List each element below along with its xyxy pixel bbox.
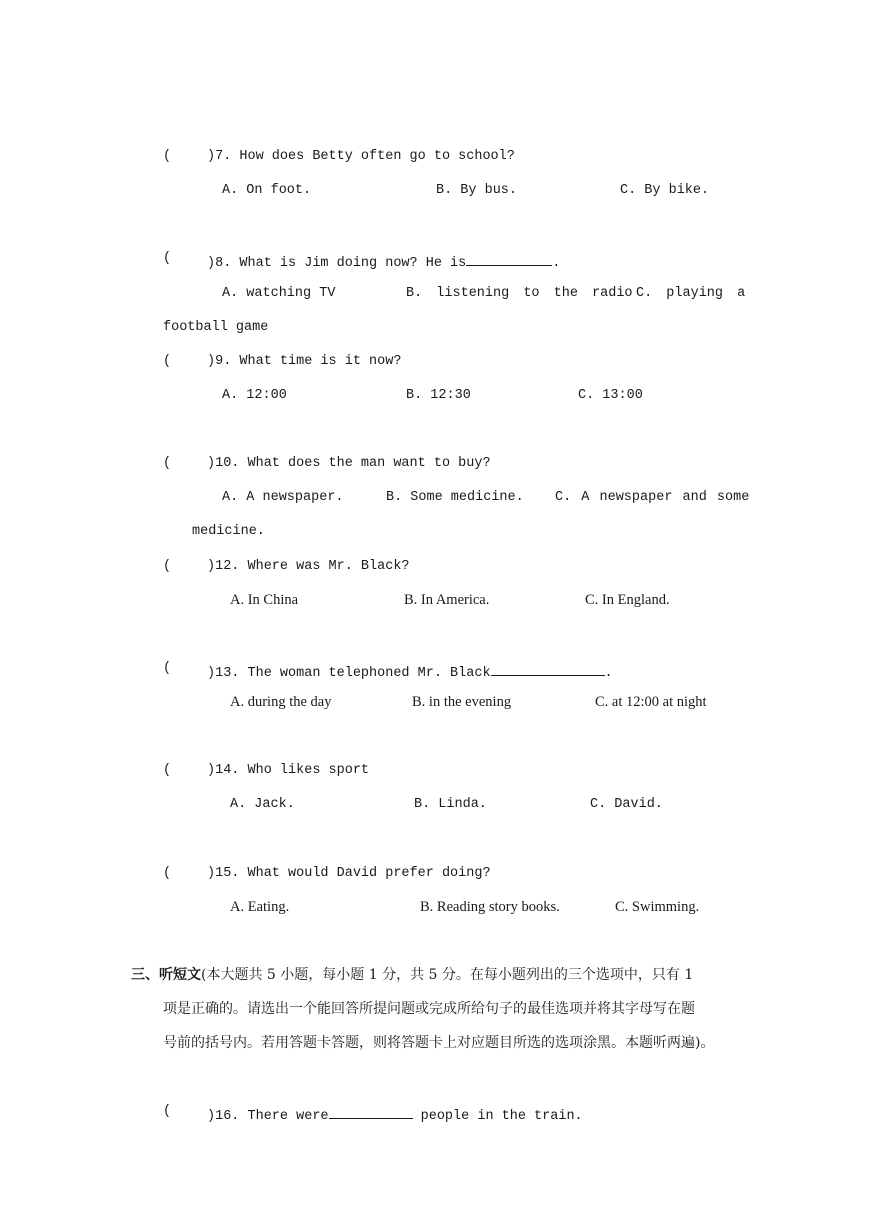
section-instructions: (本大题共 5 小题，每小题 1 分，共 5 分。在每小题列出的三个选项中，只有 1 [201, 967, 694, 983]
option-c-continued: medicine. [192, 524, 265, 539]
section-instructions-line: 号前的括号内。若用答题卡答题，则将答题卡上对应题目所选的选项涂黑。本题听两遍)。 [163, 1035, 715, 1051]
option-a: A. Eating. [230, 899, 290, 915]
answer-bracket: ( [163, 149, 172, 164]
question-stem: )13. The woman telephoned Mr. Black . [207, 662, 613, 681]
option-c: C. Swimming. [615, 899, 700, 915]
option-c: C. playing a [636, 286, 746, 301]
section-title: 三、听短文 [131, 967, 201, 983]
question-stem: )10. What does the man want to buy? [207, 456, 491, 471]
option-b: B. Reading story books. [420, 899, 560, 915]
option-b: B. Some medicine. [386, 490, 524, 505]
question-stem: )15. What would David prefer doing? [207, 866, 491, 881]
question-stem: )14. Who likes sport [207, 763, 370, 778]
answer-blank [491, 662, 605, 676]
question-stem: )9. What time is it now? [207, 354, 402, 369]
answer-blank [466, 252, 552, 266]
answer-blank [329, 1105, 413, 1119]
answer-bracket: ( [163, 456, 172, 471]
option-c: C. In England. [585, 592, 670, 608]
answer-bracket: ( [163, 559, 172, 574]
option-b: B. listening to the radio [406, 286, 633, 301]
question-stem: )12. Where was Mr. Black? [207, 559, 410, 574]
question-stem: )7. How does Betty often go to school? [207, 149, 515, 164]
option-c: C. 13:00 [578, 388, 643, 403]
option-b: B. By bus. [436, 183, 518, 198]
answer-bracket: ( [163, 661, 172, 676]
option-c: C. By bike. [620, 183, 710, 198]
question-stem: )16. There were people in the train. [207, 1105, 583, 1124]
section-instructions-line: 项是正确的。请选出一个能回答所提问题或完成所给句子的最佳选项并将其字母写在题 [163, 1001, 695, 1017]
option-b: B. 12:30 [406, 388, 471, 403]
option-a: A. watching TV [222, 286, 336, 301]
option-c-continued: football game [163, 320, 269, 335]
option-a: A. during the day [230, 694, 332, 710]
answer-bracket: ( [163, 866, 172, 881]
option-b: B. Linda. [414, 797, 487, 812]
section-heading [131, 968, 693, 982]
option-a: A. A newspaper. [222, 490, 344, 505]
option-c: C. at 12:00 at night [595, 694, 707, 710]
answer-bracket: ( [163, 354, 172, 369]
option-c: C. A newspaper and some [555, 490, 750, 505]
option-c: C. David. [590, 797, 663, 812]
option-a: A. On foot. [222, 183, 312, 198]
option-b: B. in the evening [412, 694, 512, 710]
answer-bracket: ( [163, 1104, 172, 1119]
option-b: B. In America. [404, 592, 490, 608]
option-a: A. In China [230, 592, 299, 608]
option-a: A. 12:00 [222, 388, 287, 403]
answer-bracket: ( [163, 251, 172, 266]
answer-bracket: ( [163, 763, 172, 778]
question-stem: )8. What is Jim doing now? He is . [207, 252, 560, 271]
option-a: A. Jack. [230, 797, 295, 812]
